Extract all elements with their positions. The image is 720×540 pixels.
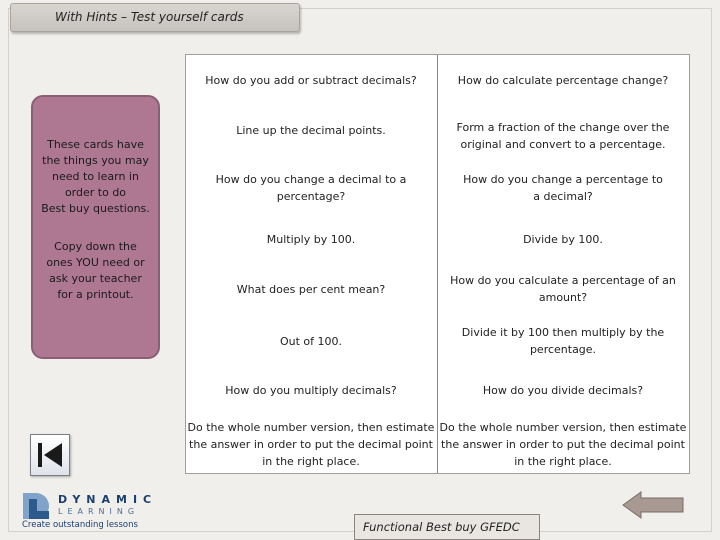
skip-to-start-icon (31, 435, 69, 475)
logo-tagline: Create outstanding lessons (22, 520, 138, 530)
card-answer: Divide it by 100 then multiply by the percentage. (461, 326, 665, 356)
flashcard-grid (185, 54, 690, 474)
page-title: With Hints – Test yourself cards (55, 10, 244, 24)
card-question[interactable]: How do you change a percentage to a decimal? (463, 173, 663, 203)
left-arrow-icon (621, 490, 685, 520)
card-answer: Line up the decimal points. (236, 124, 386, 137)
card-question[interactable]: How do you multiply decimals? (225, 384, 397, 397)
info-paragraph-1 (37, 137, 154, 217)
logo-name: DYNAMIC (58, 493, 158, 506)
info-line: for a printout. (57, 288, 134, 301)
info-line: order to do (64, 186, 127, 199)
info-line: Best buy questions. (41, 202, 150, 215)
info-line: ones YOU need or (46, 256, 145, 269)
card-answer: Do the whole number version, then estimate the answer in order to put the decimal point in the right place. (187, 421, 435, 468)
info-line: need to learn in (52, 170, 139, 183)
card-question[interactable]: What does per cent mean? (236, 283, 386, 296)
card-question[interactable]: How do you divide decimals? (482, 384, 644, 397)
card-question[interactable]: How do you add or subtract decimals? (205, 74, 417, 87)
info-line: ask your teacher (49, 272, 142, 285)
card-answer: Multiply by 100. (266, 233, 356, 246)
card-question[interactable]: How do you calculate a percentage of an amount? (450, 274, 676, 304)
footer-label: Functional Best buy GFEDC (363, 520, 520, 534)
previous-slide-button[interactable] (621, 490, 685, 520)
info-line: Copy down the (54, 240, 137, 253)
back-to-start-button[interactable] (30, 434, 70, 476)
card-answer: Divide by 100. (523, 233, 603, 246)
logo-mark-icon (20, 490, 56, 522)
info-line: the things you may (42, 154, 149, 167)
footer-label-box (354, 514, 540, 540)
logo-subtitle: LEARNING (58, 507, 140, 516)
title-banner (10, 3, 300, 32)
info-card (31, 95, 160, 359)
info-line: These cards have (47, 138, 144, 151)
card-answer: Form a fraction of the change over the original and convert to a percentage. (456, 121, 670, 151)
card-answer: Out of 100. (279, 335, 343, 348)
card-question[interactable]: How do you change a decimal to a percentage? (215, 173, 407, 203)
dynamic-learning-logo (18, 488, 158, 532)
grid-divider (437, 55, 438, 473)
card-question[interactable]: How do calculate percentage change? (457, 74, 669, 87)
info-paragraph-2 (37, 239, 154, 303)
card-answer: Do the whole number version, then estimate the answer in order to put the decimal point in the right place. (439, 421, 687, 468)
